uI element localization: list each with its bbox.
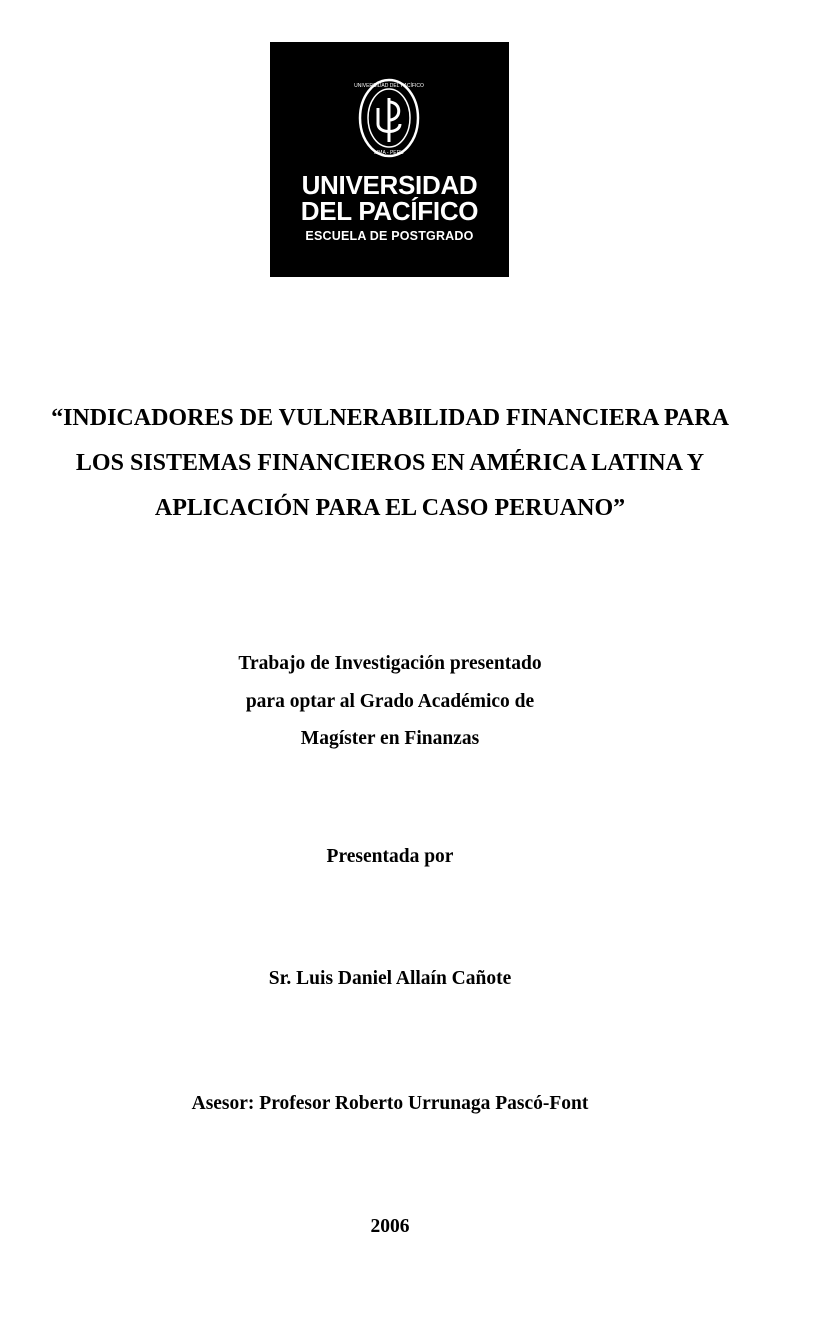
logo-university-name-line2: DEL PACÍFICO bbox=[300, 196, 479, 226]
author-name: Sr. Luis Daniel Allaín Cañote bbox=[268, 968, 512, 989]
purpose-line-3: Magíster en Finanzas bbox=[300, 728, 480, 749]
thesis-title bbox=[0, 396, 780, 531]
advisor-name: Asesor: Profesor Roberto Urrunaga Pascó-Font bbox=[191, 1093, 589, 1114]
logo-university-name-line1: UNIVERSIDAD bbox=[301, 170, 478, 200]
publication-year: 2006 bbox=[370, 1216, 410, 1237]
purpose-line-1: Trabajo de Investigación presentado bbox=[238, 653, 542, 674]
logo-school-name: ESCUELA DE POSTGRADO bbox=[305, 229, 474, 243]
degree-purpose bbox=[0, 645, 780, 758]
title-line-1: “INDICADORES DE VULNERABILIDAD FINANCIERA PARA bbox=[51, 405, 729, 431]
title-line-2: LOS SISTEMAS FINANCIEROS EN AMÉRICA LATINA Y bbox=[75, 450, 705, 476]
svg-text:LIMA - PERU: LIMA - PERU bbox=[374, 150, 404, 156]
presented-by-label: Presentada por bbox=[326, 846, 454, 867]
university-logo bbox=[270, 42, 509, 277]
svg-text:UNIVERSIDAD DEL PACÍFICO: UNIVERSIDAD DEL PACÍFICO bbox=[354, 83, 424, 89]
university-seal-icon bbox=[354, 78, 424, 158]
purpose-line-2: para optar al Grado Académico de bbox=[245, 690, 535, 712]
title-line-3: APLICACIÓN PARA EL CASO PERUANO” bbox=[154, 495, 626, 521]
